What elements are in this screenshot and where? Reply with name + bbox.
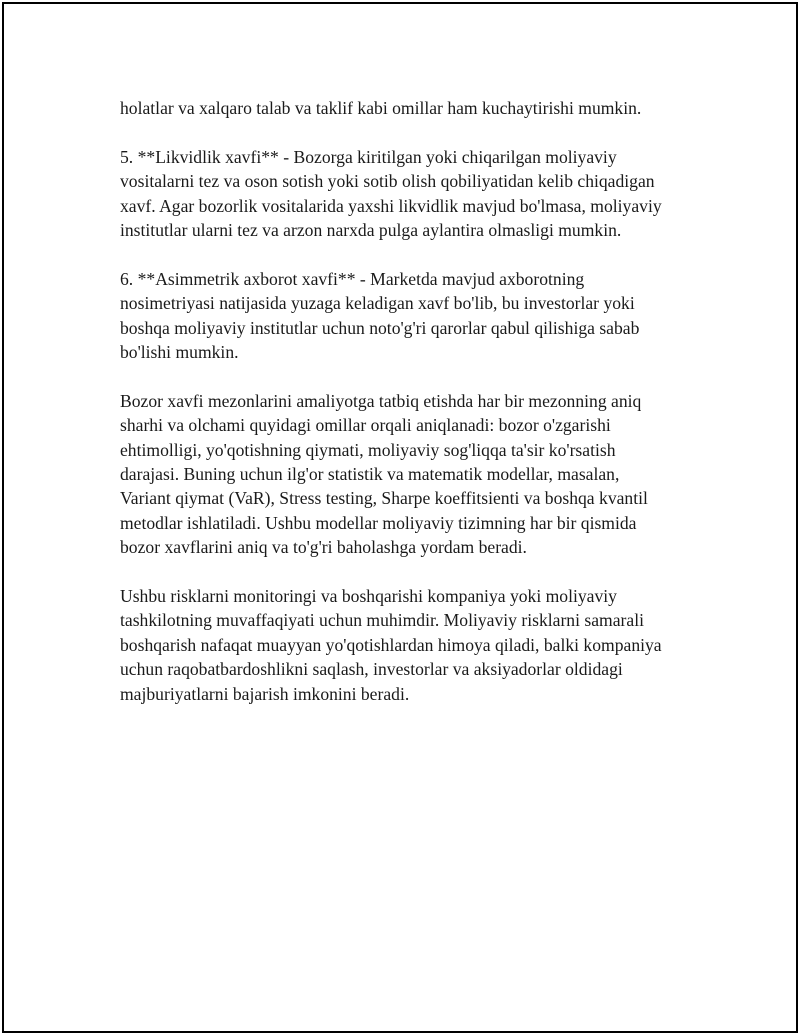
text-line: boshqa moliyaviy institutlar uchun noto'g'ri qarorlar qabul qilishiga sabab [120, 317, 640, 338]
text-line: boshqarish nafaqat muayyan yo'qotishlardan himoya qiladi, balki kompaniya [120, 634, 662, 655]
text-line: metodlar ishlatiladi. Ushbu modellar moliyaviy tizimning har bir qismida [120, 512, 637, 533]
text-line: holatlar va xalqaro talab va taklif kabi omillar ham kuchaytirishi mumkin. [120, 98, 642, 118]
text-line: Variant qiymat (VaR), Stress testing, Sharpe koeffitsienti va boshqa kvantil [120, 488, 648, 509]
paragraph-risk-management [120, 584, 700, 706]
text-line: vositalarni tez va oson sotish yoki sotib olish qobiliyatidan kelib chiqadigan [120, 171, 655, 192]
text-line: bo'lishi mumkin. [120, 342, 239, 363]
text-line: Bozor xavfi mezonlarini amaliyotga tatbiq etishda har bir mezonning aniq [120, 390, 642, 411]
text-line: nosimetriyasi natijasida yuzaga keladigan xavf bo'lib, bu investorlar yoki [120, 293, 635, 314]
text-line: ehtimolligi, yo'qotishning qiymati, moliyaviy sog'liqqa ta'sir ko'rsatish [120, 439, 616, 460]
text-line: 5. **Likvidlik xavfi** - Bozorga kiritilgan yoki chiqarilgan moliyaviy [120, 146, 617, 167]
paragraph-intro-continuation [120, 96, 700, 120]
text-line: xavf. Agar bozorlik vositalarida yaxshi likvidlik mavjud bo'lmasa, moliyaviy [120, 195, 662, 216]
text-line: institutlar ularni tez va arzon narxda pulga aylantira olmasligi mumkin. [120, 220, 622, 241]
document-page [2, 2, 798, 1033]
text-line: majburiyatlarni bajarish imkonini beradi. [120, 683, 410, 704]
text-line: darajasi. Buning uchun ilg'or statistik va matematik modellar, masalan, [120, 464, 620, 485]
text-line: bozor xavflarini aniq va to'g'ri baholashga yordam beradi. [120, 537, 527, 558]
text-line: Ushbu risklarni monitoringi va boshqarishi kompaniya yoki moliyaviy [120, 586, 617, 607]
paragraph-liquidity-risk [120, 145, 700, 243]
document-body [120, 96, 700, 730]
paragraph-asymmetric-information-risk [120, 267, 700, 365]
text-line: 6. **Asimmetrik axborot xavfi** - Marketda mavjud axborotning [120, 268, 585, 289]
text-line: uchun raqobatbardoshlikni saqlash, investorlar va aksiyadorlar oldidagi [120, 659, 623, 680]
text-line: sharhi va olchami quyidagi omillar orqali aniqlanadi: bozor o'zgarishi [120, 415, 611, 436]
text-line: tashkilotning muvaffaqiyati uchun muhimdir. Moliyaviy risklarni samarali [120, 610, 644, 631]
paragraph-market-risk-criteria [120, 389, 700, 560]
